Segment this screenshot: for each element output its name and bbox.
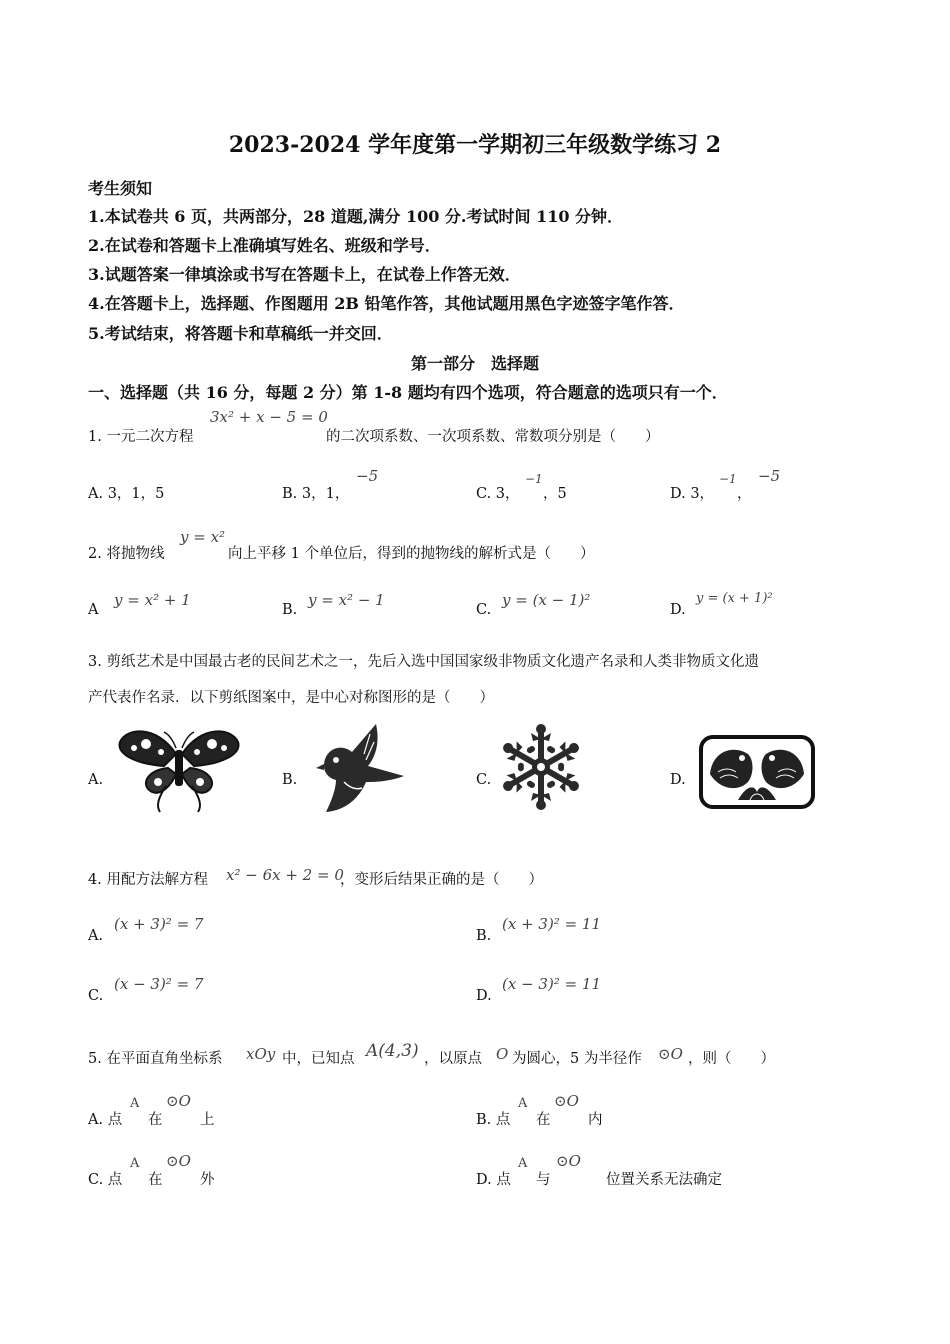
snowflake-papercut-image bbox=[500, 722, 582, 812]
q5-option-b-circle: ⊙O bbox=[554, 1092, 579, 1110]
q5-option-a-label: A. 点 bbox=[88, 1112, 123, 1128]
q1-option-c: C. 3， bbox=[476, 486, 520, 502]
q5-option-d-label: D. 点 bbox=[476, 1172, 511, 1188]
q5-option-c-point: A bbox=[130, 1156, 140, 1171]
q3-line-2: 产代表作名录．以下剪纸图案中，是中心对称图形的是（ ） bbox=[88, 690, 494, 706]
q4-suffix: ，变形后结果正确的是（ ） bbox=[340, 872, 543, 888]
q5-option-b-end: 内 bbox=[588, 1112, 603, 1128]
q2-option-d-label: D. bbox=[670, 602, 686, 618]
q5-math-xoy: xOy bbox=[246, 1045, 276, 1063]
q5-math-point-a: A(4,3) bbox=[366, 1041, 419, 1061]
q1-prefix: 1. 一元二次方程 bbox=[88, 429, 194, 445]
q5-text-5: ，则（ ） bbox=[688, 1051, 775, 1067]
q1-option-c-end: ，5 bbox=[543, 486, 567, 502]
q1-option-d-math2: −5 bbox=[758, 467, 781, 485]
q4-option-d-label: D. bbox=[476, 988, 492, 1004]
q5-option-c-label: C. 点 bbox=[88, 1172, 123, 1188]
q2-option-c: y = (x − 1)² bbox=[502, 591, 591, 609]
q5-option-a-circle: ⊙O bbox=[166, 1092, 191, 1110]
q5-math-origin: O bbox=[496, 1045, 509, 1063]
q2-option-d: y = (x + 1)² bbox=[696, 591, 773, 606]
q3-option-c-label: C. bbox=[476, 772, 492, 788]
q2-equation: y = x² bbox=[180, 528, 226, 546]
q4-option-b: (x + 3)² = 11 bbox=[502, 915, 602, 933]
q5-option-a-end: 上 bbox=[200, 1112, 215, 1128]
q5-option-d-end: 位置关系无法确定 bbox=[606, 1172, 722, 1188]
q1-suffix: 的二次项系数、一次项系数、常数项分别是（ ） bbox=[326, 429, 660, 445]
q4-option-d: (x − 3)² = 11 bbox=[502, 975, 602, 993]
notice-item-5: 5.考试结束，将答题卡和草稿纸一并交回． bbox=[88, 324, 393, 343]
q1-equation: 3x² + x − 5 = 0 bbox=[210, 408, 328, 426]
q4-option-a-label: A. bbox=[88, 928, 104, 944]
q4-option-c-label: C. bbox=[88, 988, 104, 1004]
q2-option-b: y = x² − 1 bbox=[308, 591, 385, 609]
q5-option-b-label: B. 点 bbox=[476, 1112, 511, 1128]
q5-text-3: ，以原点 bbox=[424, 1051, 482, 1067]
q3-option-a-label: A. bbox=[88, 772, 104, 788]
q5-text-4: 为圆心，5 为半径作 bbox=[512, 1051, 642, 1067]
notice-item-2: 2.在试卷和答题卡上准确填写姓名、班级和学号． bbox=[88, 236, 441, 255]
q3-option-d-label: D. bbox=[670, 772, 686, 788]
q5-option-d-mid: 与 bbox=[536, 1172, 551, 1188]
q1-option-d-sep: ， bbox=[737, 486, 752, 502]
q4-equation: x² − 6x + 2 = 0 bbox=[226, 866, 344, 884]
q5-text-1: 5. 在平面直角坐标系 bbox=[88, 1051, 223, 1067]
q4-prefix: 4. 用配方法解方程 bbox=[88, 872, 208, 888]
notice-item-4: 4.在答题卡上，选择题、作图题用 2B 铅笔作答，其他试题用黑色字迹签字笔作答． bbox=[88, 294, 685, 313]
q4-option-b-label: B. bbox=[476, 928, 492, 944]
q1-option-d: D. 3， bbox=[670, 486, 715, 502]
q5-option-a-point: A bbox=[130, 1096, 140, 1111]
q5-option-a-mid: 在 bbox=[148, 1112, 163, 1128]
q3-option-b-label: B. bbox=[282, 772, 298, 788]
q5-option-b-mid: 在 bbox=[536, 1112, 551, 1128]
q4-option-c: (x − 3)² = 7 bbox=[114, 975, 204, 993]
q2-option-a: y = x² + 1 bbox=[114, 591, 191, 609]
q5-option-d-point: A bbox=[518, 1156, 528, 1171]
q5-math-circle: ⊙O bbox=[658, 1045, 683, 1063]
q3-line-1: 3. 剪纸艺术是中国最古老的民间艺术之一，先后入选中国国家级非物质文化遗产名录和人类非物质文化遗 bbox=[88, 654, 759, 670]
section-title: 一、选择题（共 16 分，每题 2 分）第 1-8 题均有四个选项，符合题意的选项只有一个． bbox=[88, 383, 728, 402]
q2-suffix: 向上平移 1 个单位后，得到的抛物线的解析式是（ ） bbox=[228, 546, 595, 562]
q1-option-a: A. 3，1，5 bbox=[88, 486, 165, 502]
q1-option-d-math1: −1 bbox=[719, 472, 737, 486]
butterfly-papercut-image bbox=[116, 724, 242, 814]
page-title: 2023-2024 学年度第一学期初三年级数学练习 2 bbox=[228, 132, 722, 158]
q1-option-c-math: −1 bbox=[525, 472, 543, 486]
notice-item-1: 1.本试卷共 6 页，共两部分，28 道题,满分 100 分.考试时间 110 分钟． bbox=[88, 207, 624, 226]
q5-option-b-point: A bbox=[518, 1096, 528, 1111]
q2-option-a-label: A bbox=[88, 602, 99, 618]
q2-option-c-label: C. bbox=[476, 602, 492, 618]
q5-option-d-circle: ⊙O bbox=[556, 1152, 581, 1170]
q5-text-2: 中，已知点 bbox=[282, 1051, 355, 1067]
q5-option-c-end: 外 bbox=[200, 1172, 215, 1188]
part-title: 第一部分 选择题 bbox=[410, 354, 539, 373]
swallow-papercut-image bbox=[314, 722, 406, 814]
q1-option-b: B. 3，1， bbox=[282, 486, 350, 502]
q2-option-b-label: B. bbox=[282, 602, 298, 618]
notice-heading: 考生须知 bbox=[88, 179, 153, 198]
fish-papercut-image bbox=[698, 734, 816, 810]
q2-prefix: 2. 将抛物线 bbox=[88, 546, 165, 562]
q1-option-b-math: −5 bbox=[356, 467, 379, 485]
q5-option-c-circle: ⊙O bbox=[166, 1152, 191, 1170]
q5-option-c-mid: 在 bbox=[148, 1172, 163, 1188]
q4-option-a: (x + 3)² = 7 bbox=[114, 915, 204, 933]
notice-item-3: 3.试题答案一律填涂或书写在答题卡上，在试卷上作答无效． bbox=[88, 265, 521, 284]
